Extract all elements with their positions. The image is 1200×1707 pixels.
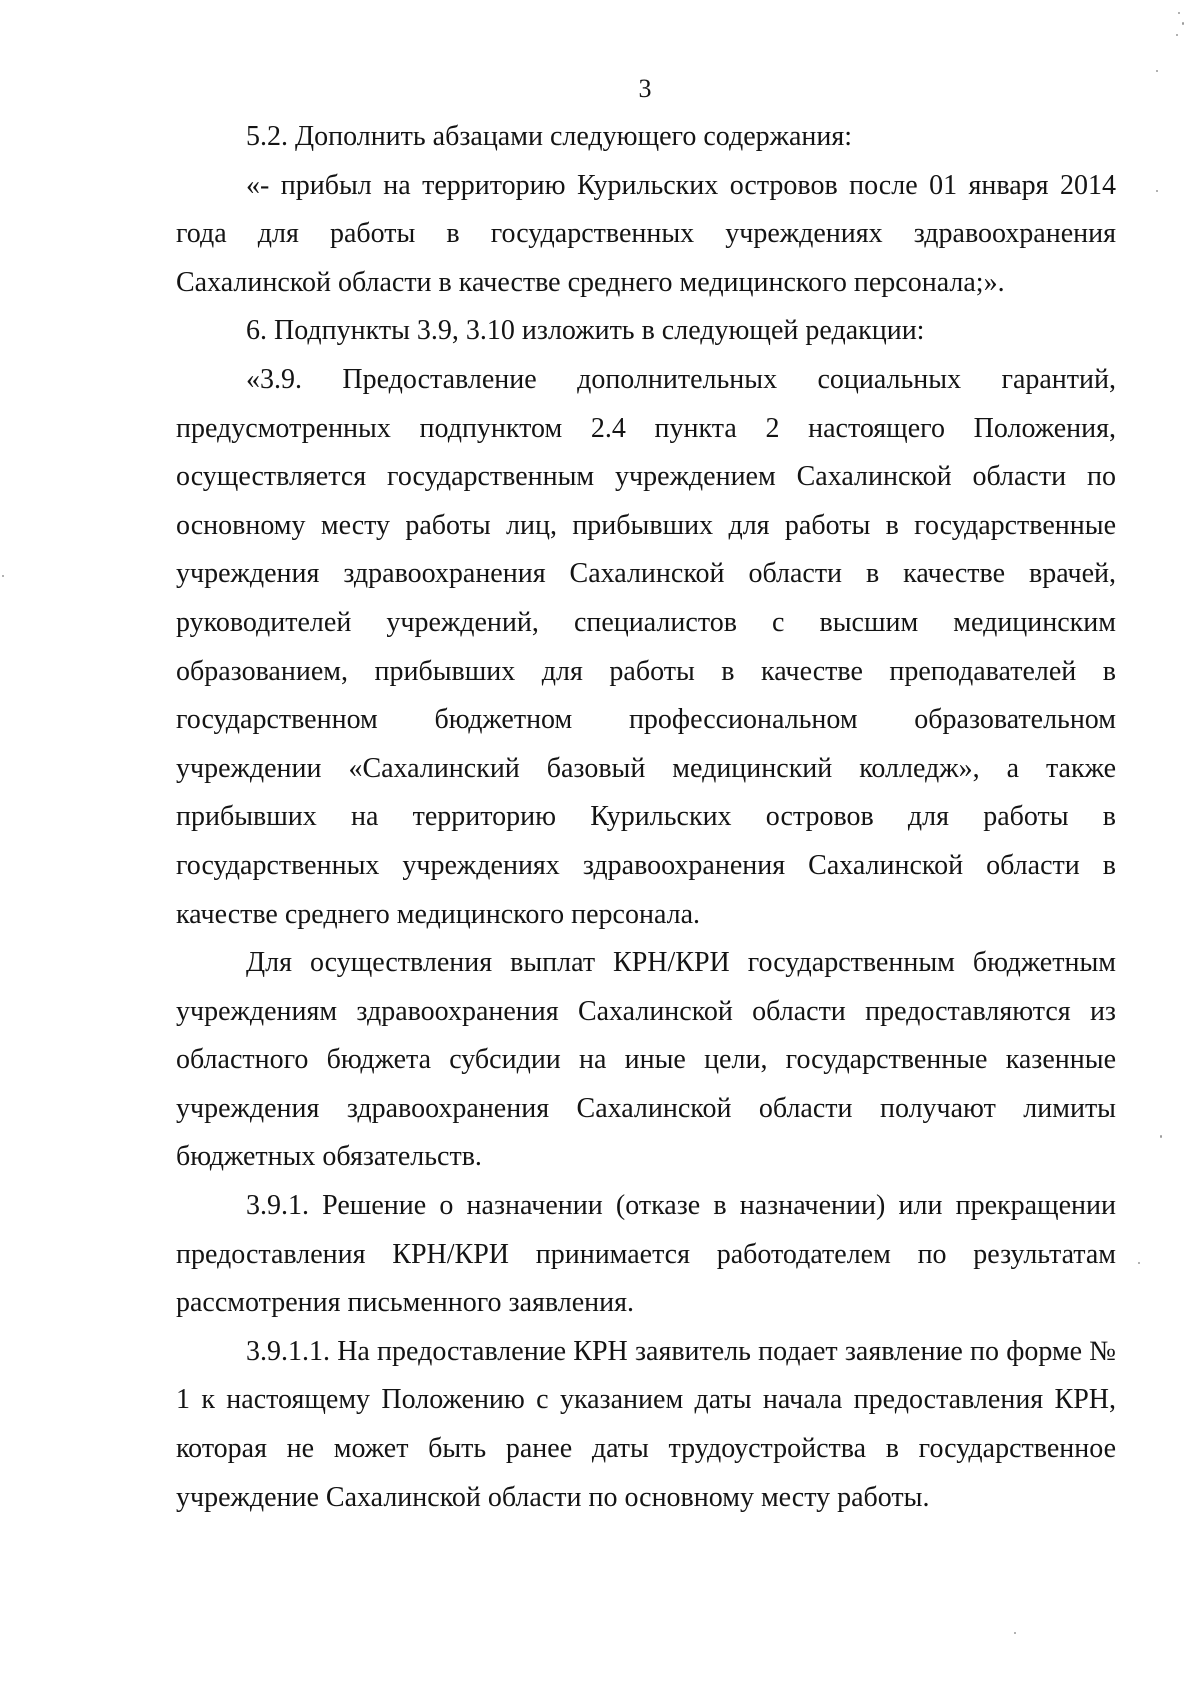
scan-artifact xyxy=(2,575,4,577)
page-number: 3 xyxy=(638,74,652,103)
paragraph-payments: Для осуществления выплат КРН/КРИ государственным бюджетным учреждениям здравоохранения Сахалинской области предоставляются из областного бюджета субсидии на иные цели, государственные казенные учреждения здравоохранения Сахалинской области получают лимиты бюджетных обязательств. xyxy=(176,947,1116,1173)
paragraph-kuril-addition: «- прибыл на территорию Курильских островов после 01 января 2014 года для работы в государственных учреждениях здравоохранения Сахалинской области в качестве среднего медицинского персонала;». xyxy=(176,169,1116,298)
scan-artifact xyxy=(1014,1632,1016,1634)
scan-artifact xyxy=(1182,22,1184,25)
scan-artifact xyxy=(1138,1262,1140,1264)
paragraph-3-9-1-1: 3.9.1.1. На предоставление КРН заявитель подает заявление по форме № 1 к настоящему Положению с указанием даты начала предоставления КРН, которая не может быть ранее даты трудоустройства в государственное учреждение Сахалинской области по основному месту работы. xyxy=(176,1335,1116,1513)
scan-artifact xyxy=(1156,70,1158,72)
scan-artifact xyxy=(1178,12,1180,14)
scan-artifact xyxy=(1176,34,1178,36)
paragraph-3-9: «3.9. Предоставление дополнительных социальных гарантий, предусмотренных подпунктом 2.4 пункта 2 настоящего Положения, осуществляется государственным учреждением Сахалинской области по основному месту работы лиц, прибывших для работы в государственные учреждения здравоохранения Сахалинской области в качестве врачей, руководителей учреждений, специалистов с высшим медицинским образованием, прибывших для работы в качестве преподавателей в государственном бюджетном профессиональном образовательном учреждении «Сахалинский базовый медицинский колледж», а также прибывших на территорию Курильских островов для работы в государственных учреждениях здравоохранения Сахалинской области в качестве среднего медицинского персонала. xyxy=(176,363,1116,930)
scan-artifact xyxy=(1160,1135,1162,1138)
paragraph-3-9-1: 3.9.1. Решение о назначении (отказе в назначении) или прекращении предоставления КРН/КРИ принимается работодателем по результатам рассмотрения письменного заявления. xyxy=(176,1190,1116,1319)
scan-artifact xyxy=(1156,190,1158,192)
document-body xyxy=(176,113,1116,1522)
paragraph-6: 6. Подпункты 3.9, 3.10 изложить в следующей редакции: xyxy=(246,315,925,347)
paragraph-5-2: 5.2. Дополнить абзацами следующего содержания: xyxy=(246,121,853,152)
